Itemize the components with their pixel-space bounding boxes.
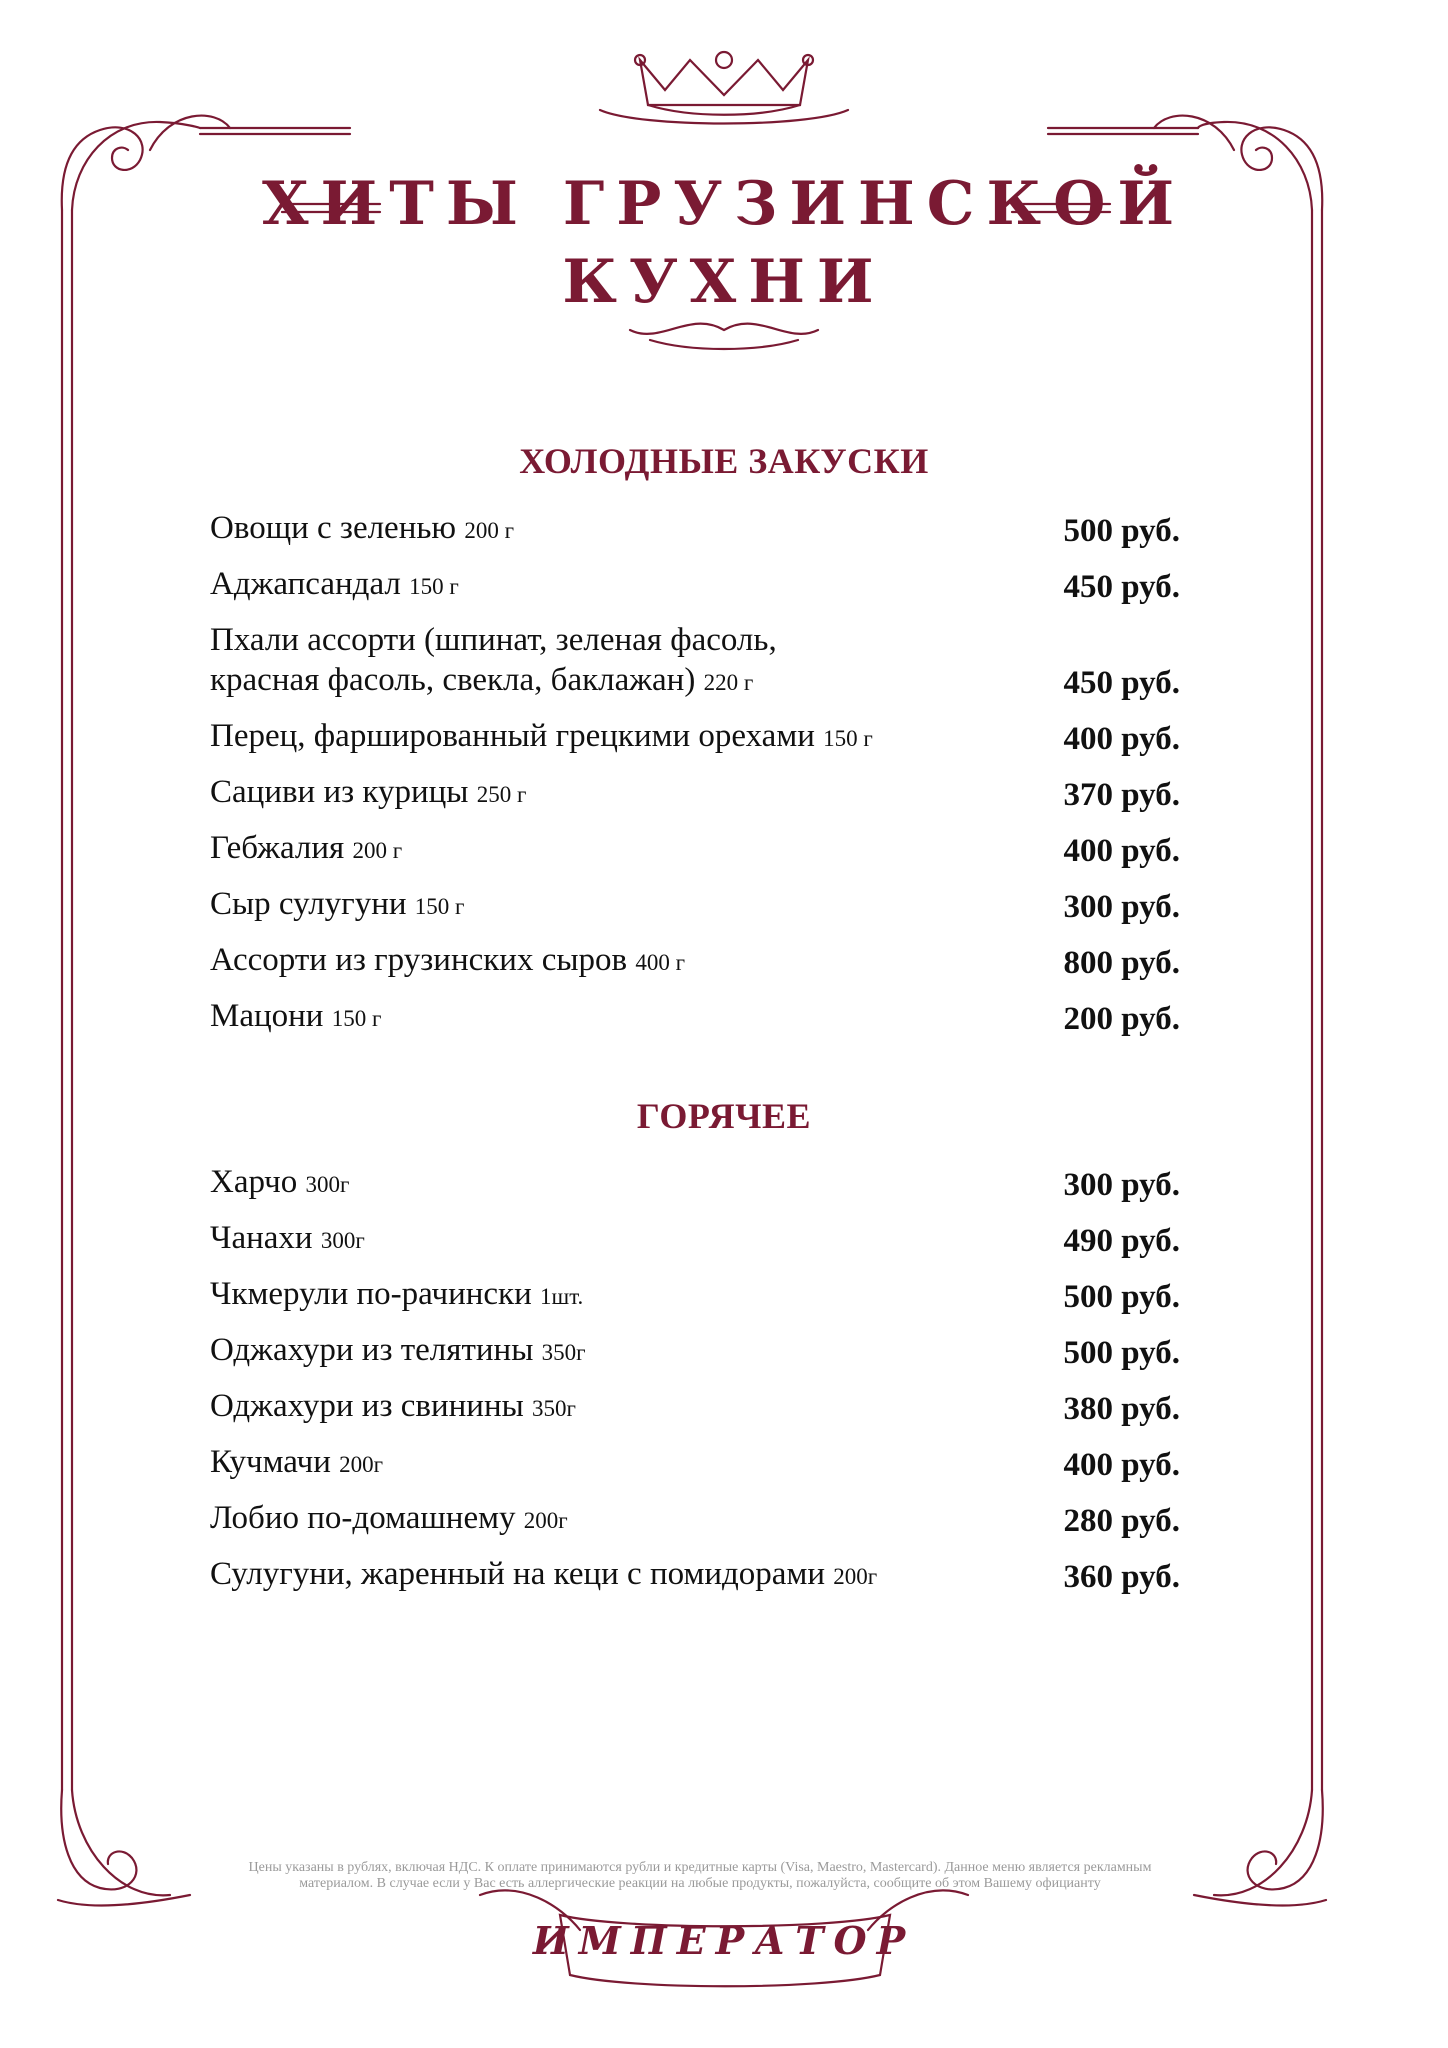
- item-weight: 150 г: [414, 894, 465, 919]
- item-name: Кучмачи: [210, 1444, 331, 1480]
- item-weight: 300г: [305, 1172, 350, 1197]
- menu-item: [210, 772, 1180, 815]
- menu-item: [210, 1442, 1180, 1485]
- section-heading-cold-appetizers: ХОЛОДНЫЕ ЗАКУСКИ: [519, 441, 929, 481]
- menu-item: [210, 1330, 1180, 1373]
- item-price: 370 руб.: [1063, 777, 1180, 813]
- price-disclaimer: Цены указаны в рублях, включая НДС. К оплате принимаются рубли и кредитные карты (Visa, Maestro, Mastercard). Данное меню является рекламным материалом. В случае если у Вас есть аллергические реакции на любые продукты, пожалуйста, сообщите об этом Вашему официанту: [248, 1860, 1152, 1891]
- menu-item: [210, 884, 1180, 927]
- item-name: Овощи с зеленью: [210, 510, 457, 546]
- item-name: Сыр сулугуни: [210, 886, 407, 922]
- item-price: 450 руб.: [1063, 665, 1180, 701]
- item-price: 400 руб.: [1063, 833, 1180, 869]
- menu-title-second-line: КУХНИ: [562, 247, 886, 317]
- item-name: Чкмерули по-рачински: [210, 1276, 532, 1312]
- menu-item: [210, 620, 1180, 703]
- item-weight: 200г: [833, 1564, 878, 1589]
- item-price: 500 руб.: [1063, 1335, 1180, 1371]
- menu-item: [210, 1162, 1180, 1205]
- item-price: 200 руб.: [1063, 1001, 1180, 1037]
- item-price: 800 руб.: [1063, 945, 1180, 981]
- item-name: Перец, фаршированный грецкими орехами: [210, 718, 815, 754]
- item-price: 300 руб.: [1063, 1167, 1180, 1203]
- item-price: 360 руб.: [1063, 1559, 1180, 1595]
- item-name: Чанахи: [210, 1220, 313, 1256]
- item-name: Сулугуни, жаренный на кеци с помидорами: [210, 1556, 825, 1592]
- menu-item: [210, 1498, 1180, 1541]
- item-name: Мацони: [210, 998, 324, 1034]
- cold-appetizers-list: [210, 508, 1180, 1052]
- item-name: Оджахури из телятины: [210, 1332, 534, 1368]
- item-price: 500 руб.: [1063, 1279, 1180, 1315]
- item-weight: 220 г: [703, 670, 754, 695]
- menu-item: [210, 1218, 1180, 1261]
- item-weight: 200г: [523, 1508, 568, 1533]
- item-weight: 250 г: [476, 782, 527, 807]
- item-price: 380 руб.: [1063, 1391, 1180, 1427]
- menu-item: [210, 564, 1180, 607]
- item-weight: 350г: [541, 1340, 586, 1365]
- item-weight: 150 г: [409, 574, 459, 599]
- item-weight: 200 г: [464, 518, 515, 543]
- item-weight: 350г: [532, 1396, 576, 1421]
- menu-item: [210, 1274, 1180, 1317]
- section-heading-hot-dishes: ГОРЯЧЕЕ: [636, 1096, 812, 1136]
- item-weight: 150 г: [823, 726, 873, 751]
- item-price: 300 руб.: [1063, 889, 1180, 925]
- item-weight: 200г: [339, 1452, 384, 1477]
- item-name: Сациви из курицы: [210, 774, 469, 810]
- item-name: Ассорти из грузинских сыров: [210, 942, 628, 978]
- item-name: Оджахури из свинины: [210, 1388, 524, 1424]
- item-name: Лобио по-домашнему: [210, 1500, 516, 1536]
- item-name: Харчо: [210, 1164, 298, 1200]
- item-weight: 200 г: [352, 838, 403, 863]
- item-price: 400 руб.: [1063, 1447, 1180, 1483]
- item-price: 450 руб.: [1063, 569, 1180, 605]
- item-weight: 150 г: [331, 1006, 382, 1031]
- item-price: 500 руб.: [1063, 513, 1180, 549]
- item-price: 280 руб.: [1063, 1503, 1180, 1539]
- menu-item: [210, 996, 1180, 1039]
- menu-item: [210, 1554, 1180, 1597]
- item-name: Аджапсандал: [210, 566, 401, 602]
- item-weight: 400 г: [635, 950, 686, 975]
- hot-dishes-list: [210, 1162, 1180, 1610]
- item-name: Пхали ассорти (шпинат, зеленая фасоль, красная фасоль, свекла, баклажан): [210, 622, 777, 698]
- item-price: 490 руб.: [1063, 1223, 1180, 1259]
- menu-title: ХИТЫ ГРУЗИНСКОЙ: [261, 169, 1187, 239]
- menu-item: [210, 508, 1180, 551]
- menu-item: [210, 1386, 1180, 1429]
- item-weight: 1шт.: [539, 1284, 584, 1309]
- item-name: Гебжалия: [210, 830, 345, 866]
- menu-item: [210, 828, 1180, 871]
- item-weight: 300г: [320, 1228, 365, 1253]
- restaurant-brand-logo: ИМПЕРАТОР: [532, 1918, 916, 1963]
- menu-item: [210, 940, 1180, 983]
- menu-item: [210, 716, 1180, 759]
- item-price: 400 руб.: [1063, 721, 1180, 757]
